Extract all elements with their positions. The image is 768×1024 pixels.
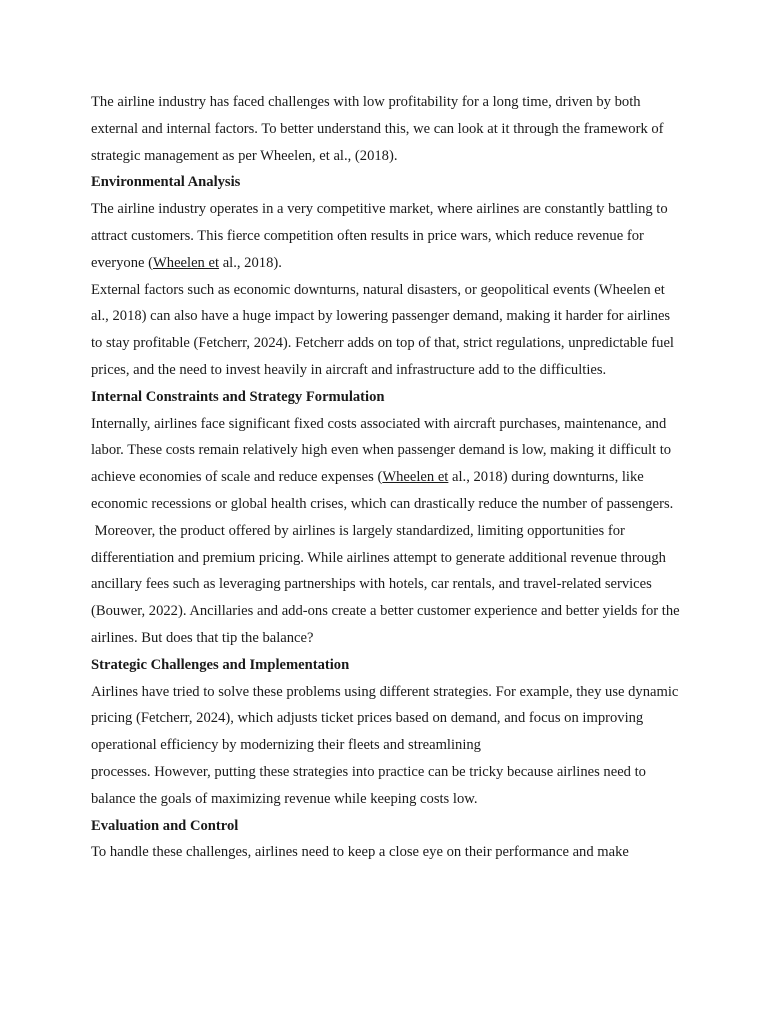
heading-evaluation-control: Evaluation and Control bbox=[91, 817, 239, 834]
internal-paragraph-2: Moreover, the product offered by airlines is largely standardized, limiting opportunities for differentiation and premium pricing. While airlines attempt to generate additional revenue through ancillary fees such as leveraging partnerships with hotels, car rentals, and travel-related services (Bouwer, 2022). Ancillaries and add-ons create a better customer experience and better yields for the airlines. But does that tip the balance? bbox=[91, 522, 684, 646]
strategic-paragraph-1 bbox=[91, 679, 685, 813]
heading-strategic-challenges: Strategic Challenges and Implementation bbox=[91, 656, 350, 673]
intro-paragraph: The airline industry has faced challenges with low profitability for a long time, driven by both external and internal factors. To better understand this, we can look at it through the framework of strategic management as per Wheelen, et al., (2018). bbox=[91, 94, 664, 164]
heading-environmental-analysis: Environmental Analysis bbox=[91, 174, 241, 191]
environmental-paragraph-2: External factors such as economic downturns, natural disasters, or geopolitical events (Wheelen et al., 2018) can also have a huge impact by lowering passenger demand, making it harder for airlines to stay profitable (Fetcherr, 2024). Fetcherr adds on top of that, strict regulations, unpredictable fuel prices, and the need to invest heavily in aircraft and infrastructure add to the difficulties. bbox=[91, 281, 674, 378]
evaluation-paragraph-1: To handle these challenges, airlines need to keep a close eye on their performance and make bbox=[91, 844, 629, 861]
text: al., 2018) during downturns, like economic recessions or global health crises, which can drastically reduce the number of passengers. bbox=[91, 469, 674, 512]
text: Internally, airlines face significant fixed costs associated with aircraft purchases, maintenance, and labor. These costs remain relatively high even when passenger demand is low, making it difficult to achieve economies of scale and reduce expenses ( bbox=[91, 415, 672, 486]
heading-internal-constraints: Internal Constraints and Strategy Formulation bbox=[91, 388, 385, 405]
text: processes. However, putting these strategies into practice can be tricky because airlines need to balance the goals of maximizing revenue while keeping costs low. bbox=[91, 763, 646, 807]
text: Airlines have tried to solve these problems using different strategies. For example, they use dynamic pricing (Fetcherr, 2024), which adjusts ticket prices based on demand, and focus on improving operational efficiency by modernizing their fleets and streamlining bbox=[91, 683, 679, 754]
document-body bbox=[91, 89, 685, 866]
internal-paragraph-1 bbox=[91, 411, 685, 518]
environmental-paragraph-1 bbox=[91, 196, 685, 276]
text: al., 2018). bbox=[219, 254, 282, 271]
text: The airline industry operates in a very competitive market, where airlines are constantly battling to attract customers. This fierce competition often results in price wars, which reduce revenue for everyone ( bbox=[91, 201, 668, 271]
citation-link: Wheelen et bbox=[153, 254, 220, 271]
citation-link: Wheelen et bbox=[382, 469, 449, 486]
